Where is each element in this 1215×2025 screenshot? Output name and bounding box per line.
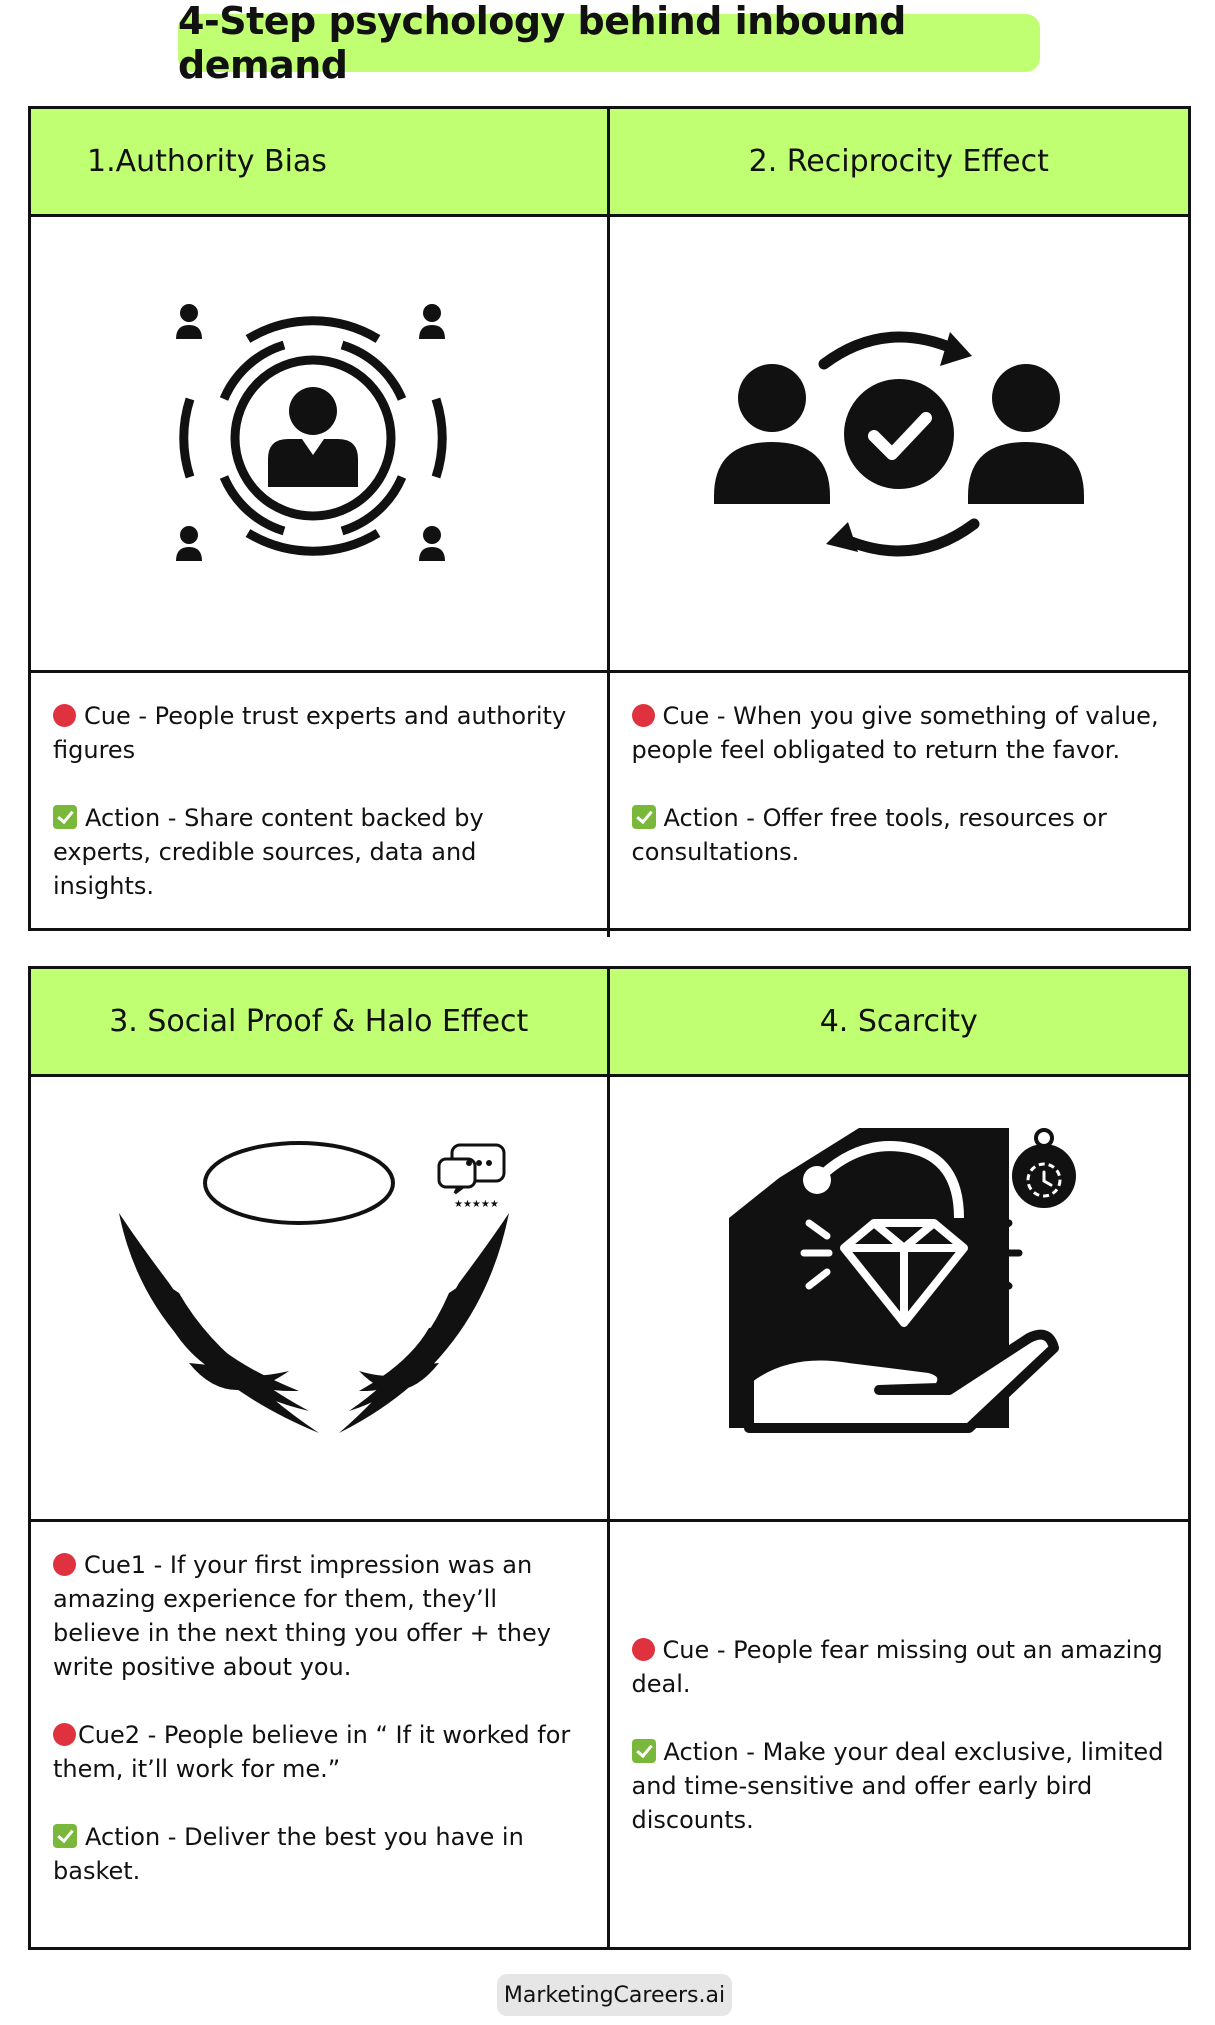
step-3-icon-cell bbox=[31, 1077, 610, 1522]
step-1-icon-cell bbox=[31, 217, 610, 673]
red-circle-icon bbox=[53, 704, 76, 727]
action-paragraph: Action - Share content backed by experts, credible sources, data and insights. bbox=[53, 804, 484, 900]
step-1-text bbox=[31, 673, 610, 937]
check-mark-icon bbox=[632, 805, 656, 829]
people-exchange-check-icon bbox=[714, 324, 1084, 564]
red-circle-icon bbox=[632, 704, 655, 727]
step-1-heading: 1.Authority Bias bbox=[31, 109, 610, 217]
halo-wings-review-icon bbox=[109, 1133, 529, 1463]
svg-text:★★★★★: ★★★★★ bbox=[453, 1199, 499, 1210]
cue-paragraph: Cue - People fear missing out an amazing deal. bbox=[631, 1635, 1163, 1698]
check-mark-icon bbox=[632, 1739, 656, 1763]
cue-paragraph: Cue2 - People believe in “ If it worked for them, it’ll work for me.” bbox=[53, 1721, 571, 1783]
authority-target-person-icon bbox=[174, 299, 464, 589]
step-2-text bbox=[610, 673, 1189, 937]
page-title: 4-Step psychology behind inbound demand bbox=[178, 14, 1040, 72]
step-2-icon-cell bbox=[610, 217, 1189, 673]
red-circle-icon bbox=[53, 1553, 76, 1576]
step-3-text bbox=[31, 1522, 610, 1947]
action-paragraph: Action - Offer free tools, resources or consultations. bbox=[631, 804, 1107, 866]
steps-grid-bottom bbox=[28, 966, 1191, 1950]
red-circle-icon bbox=[53, 1723, 76, 1746]
step-4-heading: 4. Scarcity bbox=[610, 969, 1189, 1077]
cue-paragraph: Cue - People trust experts and authority figures bbox=[53, 702, 567, 764]
check-mark-icon bbox=[53, 805, 77, 829]
check-mark-icon bbox=[53, 1824, 77, 1848]
steps-grid-top bbox=[28, 106, 1191, 931]
cue-paragraph: Cue - When you give something of value, people feel obligated to return the favor. bbox=[631, 702, 1159, 764]
step-4-icon-cell bbox=[610, 1077, 1189, 1522]
step-4-text bbox=[610, 1522, 1189, 1947]
action-paragraph: Action - Deliver the best you have in basket. bbox=[53, 1823, 524, 1885]
footer-brand[interactable]: MarketingCareers.ai bbox=[497, 1974, 732, 2016]
step-3-heading: 3. Social Proof & Halo Effect bbox=[31, 969, 610, 1077]
red-circle-icon bbox=[632, 1638, 655, 1661]
step-2-heading: 2. Reciprocity Effect bbox=[610, 109, 1189, 217]
cue-paragraph: Cue1 - If your first impression was an amazing experience for them, they’ll believe in the next thing you offer + they write positive about you. bbox=[53, 1551, 551, 1681]
diamond-tag-timer-icon bbox=[709, 1128, 1089, 1468]
action-paragraph: Action - Make your deal exclusive, limited and time-sensitive and offer early bird discounts. bbox=[631, 1737, 1164, 1834]
